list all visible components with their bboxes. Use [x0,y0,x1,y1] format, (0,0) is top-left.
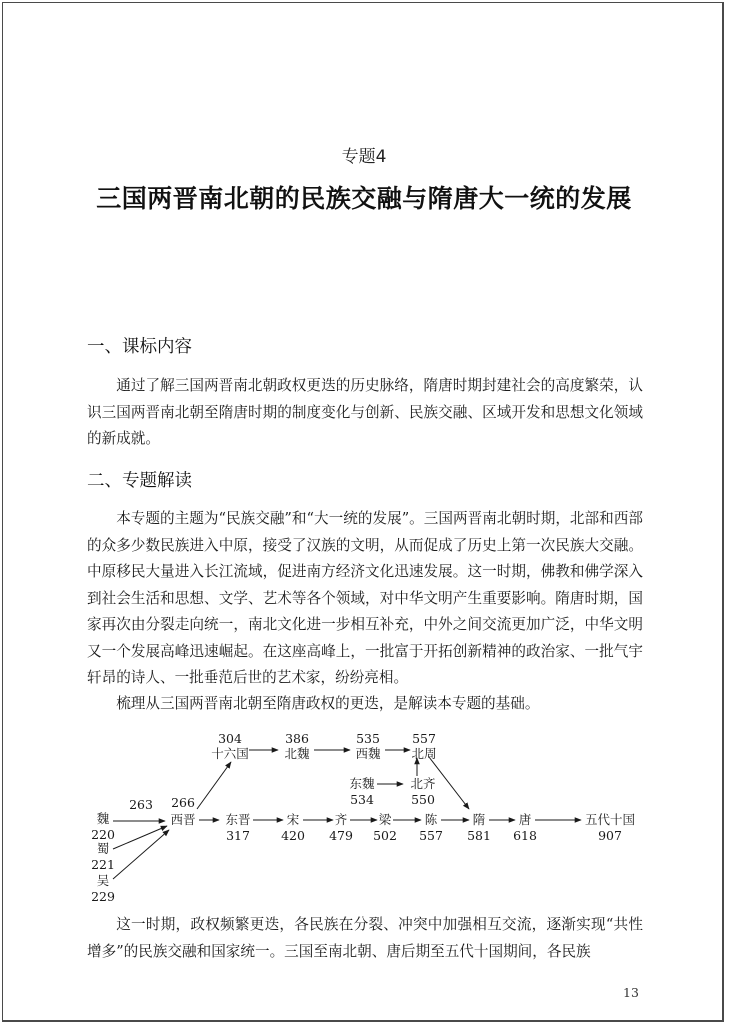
node-dongwei-year: 534 [350,792,374,807]
node-sui-year: 581 [467,828,491,843]
node-liang-year: 502 [373,828,397,843]
node-shiliuguo-year: 304 [218,731,242,746]
node-xiwei-name: 西魏 [355,746,381,761]
curriculum-paragraph: 通过了解三国两晋南北朝政权更迭的历史脉络，隋唐时期封建社会的高度繁荣，认识三国两晋南北朝至隋唐时期的制度变化与创新、民族交融、区域开发和思想文化领域的新成就。 [87,377,643,447]
node-beiwei-year: 386 [285,731,309,746]
topic-label: 专题4 [341,147,387,167]
section-heading-interpretation: 二、专题解读 [87,471,192,491]
node-shu-year: 221 [91,857,115,872]
node-chen-year: 557 [419,828,443,843]
page [2,2,724,1022]
node-wu-year: 229 [91,889,115,904]
arrow-label-263: 263 [129,797,153,812]
node-tang-name: 唐 [518,812,532,827]
node-shiliuguo-name: 十六国 [211,746,249,761]
node-chen-name: 陈 [424,812,438,827]
node-wei-name: 魏 [96,811,110,826]
node-beizhou-year: 557 [412,731,436,746]
node-dongjin-name: 东晋 [225,812,251,827]
node-tang-year: 618 [513,828,537,843]
node-dongwei-name: 东魏 [349,776,375,791]
arrow-shu-xijin [113,826,167,849]
page-number: 13 [623,985,639,1000]
node-song-name: 宋 [286,812,300,827]
node-wei-year: 220 [91,827,115,842]
node-sui-name: 隋 [472,812,486,827]
node-xijin-year: 266 [171,795,195,810]
arrow-xijin-shiliuguo [197,762,231,809]
interpretation-paragraph-2: 梳理从三国两晋南北朝至隋唐政权的更迭，是解读本专题的基础。 [116,695,540,712]
node-qi-name: 齐 [334,812,348,827]
node-wu-name: 吴 [96,873,110,888]
node-beiwei-name: 北魏 [284,746,310,761]
node-beizhou-name: 北周 [411,746,437,761]
node-liang-name: 梁 [378,812,392,827]
node-song-year: 420 [281,828,305,843]
dynasty-succession-diagram [73,729,673,909]
node-qi-year: 479 [329,828,353,843]
node-wudai-year: 907 [598,828,622,843]
section-heading-curriculum: 一、课标内容 [87,337,192,357]
interpretation-paragraph-1: 本专题的主题为“民族交融”和“大一统的发展”。三国两晋南北朝时期，北部和西部的众多少数民族进入中原，接受了汉族的文明，从而促成了历史上第一次民族大交融。中原移民大量进入长江流域，促进南方经济文化迅速发展。这一时期，佛教和佛学深入到社会生活和思想、文学、艺术等各个领域，对中华文明产生重要影响。隋唐时期，国家再次由分裂走向统一，南北文化进一步相互补充，中外之间交流更加广泛，中华文明又一个发展高峰迅速崛起。在这座高峰上，一批富于开拓创新精神的政治家、一批气宇轩昂的诗人、一批垂范后世的艺术家，纷纷亮相。 [87,510,643,686]
node-shu-name: 蜀 [96,841,110,856]
node-xiwei-year: 535 [356,731,380,746]
node-dongjin-year: 317 [226,828,250,843]
node-xijin-name: 西晋 [170,812,196,827]
node-beiqi-year: 550 [411,792,435,807]
node-beiqi-name: 北齐 [410,776,436,791]
page-title: 三国两晋南北朝的民族交融与隋唐大一统的发展 [96,184,632,213]
interpretation-paragraph-3: 这一时期，政权频繁更迭，各民族在分裂、冲突中加强相互交流，逐渐实现“共性增多”的民族交融和国家统一。三国至南北朝、唐后期至五代十国期间，各民族 [87,916,643,960]
node-wudai-name: 五代十国 [584,812,636,827]
